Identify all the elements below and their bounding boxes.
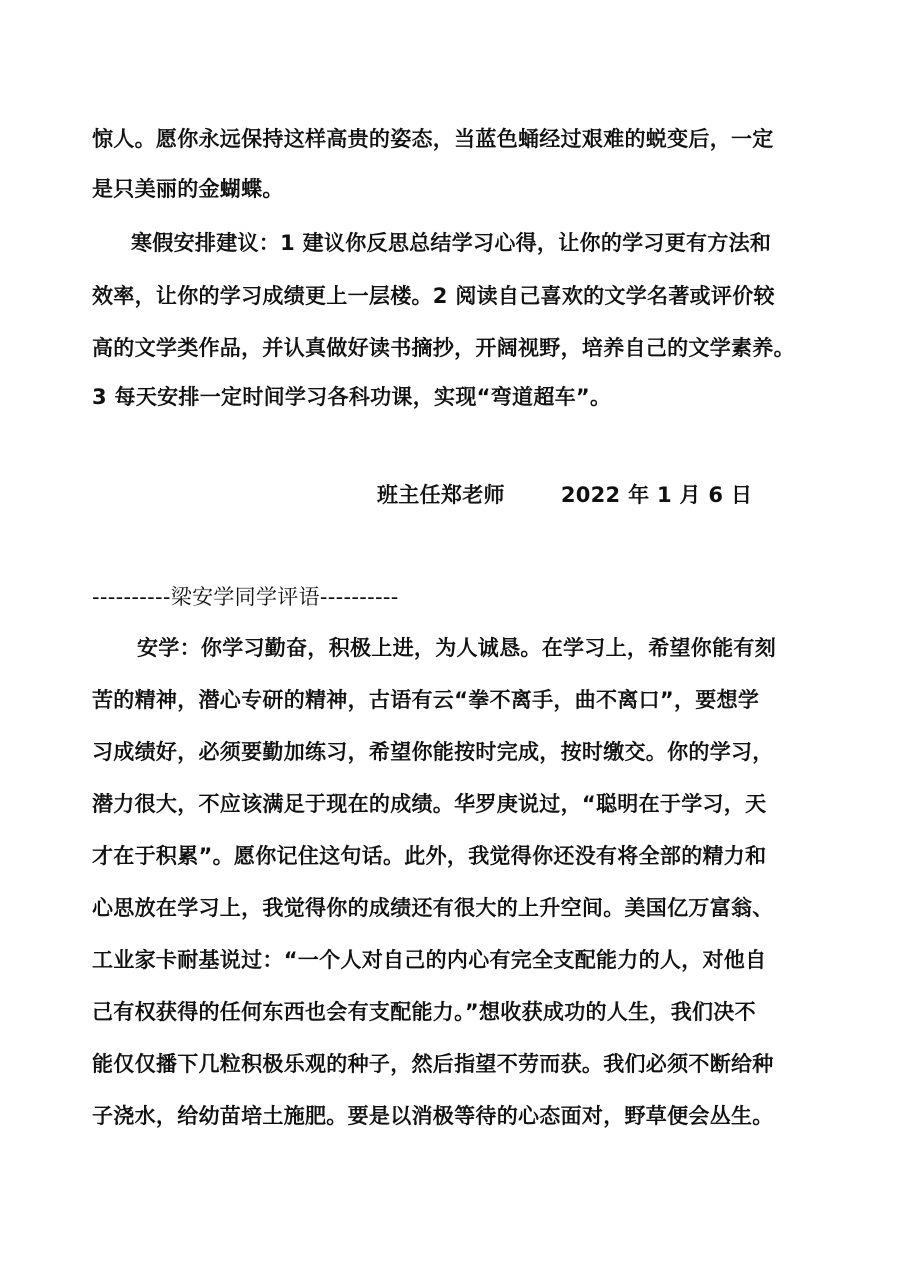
comment-line: 才在于积累”。愿你记住这句话。此外，我觉得你还没有将全部的精力和 xyxy=(92,844,767,868)
comment-line: 子浇水，给幼苗培土施肥。要是以消极等待的心态面对，野草便会丛生。 xyxy=(92,1104,774,1128)
comment-line: 能仅仅播下几粒积极乐观的种子，然后指望不劳而获。我们必须不断给种 xyxy=(92,1052,774,1076)
winter-advice-line: 效率，让你的学习成绩更上一层楼。2 阅读自己喜欢的文学名著或评价较 xyxy=(92,284,775,308)
winter-advice-line: 寒假安排建议：1 建议你反思总结学习心得，让你的学习更有方法和 xyxy=(131,231,772,255)
winter-advice-line: 高的文学类作品，并认真做好读书摘抄，开阔视野，培养自己的文学素养。 xyxy=(92,336,795,360)
signature-block xyxy=(377,480,900,510)
comment-line: 安学：你学习勤奋，积极上进，为人诚恳。在学习上，希望你能有刻 xyxy=(137,636,776,660)
signature-date: 2022 年 1 月 6 日 xyxy=(560,483,753,507)
comment-line: 苦的精神，潜心专研的精神，古语有云“拳不离手，曲不离口”，要想学 xyxy=(92,688,760,712)
paragraph-line: 惊人。愿你永远保持这样高贵的姿态，当蓝色蛹经过艰难的蜕变后，一定 xyxy=(92,127,774,151)
comment-line: 己有权获得的任何东西也会有支配能力。”想收获成功的人生，我们决不 xyxy=(92,1000,756,1024)
comment-line: 工业家卡耐基说过：“一个人对自己的内心有完全支配能力的人，对他自 xyxy=(92,948,767,972)
winter-advice-line: 3 每天安排一定时间学习各科功课，实现“弯道超车”。 xyxy=(92,385,612,409)
student-comment-header: ----------梁安学同学评语---------- xyxy=(92,585,399,609)
comment-line: 习成绩好，必须要勤加练习，希望你能按时完成，按时缴交。你的学习， xyxy=(92,740,774,764)
paragraph-line: 是只美丽的金蝴蝶。 xyxy=(92,177,284,201)
teacher-signature: 班主任郑老师 xyxy=(377,483,505,507)
comment-line: 潜力很大，不应该满足于现在的成绩。华罗庚说过，“聪明在于学习，天 xyxy=(92,792,767,816)
comment-line: 心思放在学习上，我觉得你的成绩还有很大的上升空间。美国亿万富翁、 xyxy=(92,896,774,920)
